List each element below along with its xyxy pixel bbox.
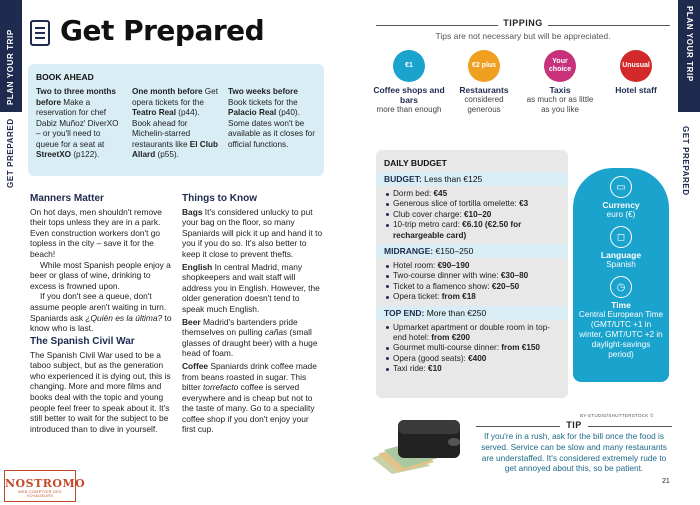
book-ahead-col-1: Two to three months before Make a reservation for chef Dabiz Muñoz' DiverXO – or you'll need to queue for a seat at StreetXO (p122). xyxy=(36,87,119,159)
list-item: Two-course dinner with wine: €30–80 xyxy=(386,271,560,281)
manners-p3: If you don't see a queue, don't assume people aren't waiting in turn. Spaniards ask ¿Quién es la última? to know who is last. xyxy=(30,291,172,334)
things-coffee: Coffee Spaniards drink coffee made from beans roasted in sugar. This bitter torrefacto coffee is served everywhere and is cheap but not to the taste of many. Go to a speciality coffee shop if you don't enjoy your first cup. xyxy=(182,360,317,435)
tip-desc: more than enough xyxy=(376,105,442,114)
language-block xyxy=(573,226,669,270)
currency-block xyxy=(573,176,669,220)
tip-coffee-shops xyxy=(373,50,445,115)
things-english: English In central Madrid, many shopkeepers and wait staff will address you in English. However, the older generation doesn't tend to speak much English. xyxy=(182,261,320,314)
language-value: Spanish xyxy=(606,260,636,269)
tip-heading: TIP xyxy=(566,420,582,430)
right-section-label: GET PREPARED xyxy=(681,126,690,196)
midrange-tier-list xyxy=(376,258,568,306)
tip-hotel-staff xyxy=(600,50,672,95)
tip-title: Restaurants xyxy=(459,85,509,95)
things-to-know-section xyxy=(182,194,324,435)
manners-p2: While most Spanish people enjoy a beer or glass of wine, drinking to excess is frowned upon. xyxy=(30,259,171,291)
top-end-tier-header: TOP END: More than €250 xyxy=(376,306,568,320)
things-beer: Beer Madrid's bartenders pride themselves on pulling cañas (small glasses of draught beer) with a huge head of foam. xyxy=(182,316,318,359)
things-bags: Bags It's considered unlucky to put your bag on the floor, so many Spaniards will pick it up and hand it to you if you do so. It's also better to keep it close to prevent thefts. xyxy=(182,206,323,259)
language-title: Language xyxy=(600,250,642,260)
civil-war-heading: The Spanish Civil War xyxy=(30,336,135,347)
photo-credit: BY-STUDIO/SHUTTERSTOCK © xyxy=(580,413,654,418)
speech-bubble-icon: ◻ xyxy=(610,226,632,248)
top-end-tier-list xyxy=(376,320,568,378)
tip-desc: considered generous xyxy=(464,95,504,114)
watermark-name: NOSTROMO xyxy=(5,477,86,490)
currency-value: euro (€) xyxy=(606,210,636,219)
tip-restaurants xyxy=(448,50,520,114)
right-side-tab-label: PLAN YOUR TRIP xyxy=(685,6,694,82)
tip-title: Coffee shops and bars xyxy=(373,85,445,105)
left-side-tab-label: PLAN YOUR TRIP xyxy=(6,29,15,105)
manners-heading: Manners Matter xyxy=(30,193,104,204)
tip-title: Taxis xyxy=(549,85,571,95)
book-ahead-col-2: One month before Get opera tickets for the Teatro Real (p44). Book ahead for Michelin-starred restaurants like El Club Allard (p55). xyxy=(132,87,218,159)
tipping-header xyxy=(376,18,670,32)
list-item: Opera ticket: from €18 xyxy=(386,292,560,302)
list-item: Ticket to a flamenco show: €20–50 xyxy=(386,282,560,292)
list-item: Club cover charge: €10–20 xyxy=(386,210,560,220)
book-ahead-box xyxy=(28,64,324,176)
key-facts-panel xyxy=(573,168,669,382)
time-block xyxy=(573,276,669,360)
list-item: Hotel room: €90–190 xyxy=(386,261,560,271)
time-value: Central European Time (GMT/UTC +1 in winter, GMT/UTC +2 in daylight-savings period) xyxy=(578,310,664,359)
manners-p1: On hot days, men shouldn't remove their tops unless they are in a park. Even construction workers don't go topless in the city – save it for the beach! xyxy=(30,206,162,259)
tipping-subtitle: Tips are not necessary but will be appreciated. xyxy=(435,31,611,41)
checklist-icon xyxy=(30,20,50,46)
left-section-label: GET PREPARED xyxy=(6,118,15,188)
page-number: 21 xyxy=(662,478,670,485)
list-item: Taxi ride: €10 xyxy=(386,364,560,374)
list-item: Opera (good seats): €400 xyxy=(386,354,560,364)
clock-icon: ◷ xyxy=(610,276,632,298)
civil-war-section xyxy=(30,337,172,434)
wallet-photo xyxy=(368,414,468,474)
midrange-tier-header: MIDRANGE: €150–250 xyxy=(376,244,568,258)
banknote-icon: ▭ xyxy=(610,176,632,198)
currency-title: Currency xyxy=(602,200,640,210)
right-side-tab xyxy=(678,0,700,112)
list-item: Upmarket apartment or double room in top-end hotel: from €200 xyxy=(386,323,560,344)
budget-tier-list xyxy=(376,186,568,244)
nostromo-watermark xyxy=(4,470,86,502)
manners-section xyxy=(30,194,172,334)
tip-text: If you're in a rush, ask for the bill once the food is served. Service can be slow and many restaurants are understaffed. It's considered extremely rude to get annoyed about this, so be patient. xyxy=(481,431,667,474)
tip-badge: €1 xyxy=(393,50,425,82)
page-title: Get Prepared xyxy=(60,14,265,47)
list-item: Dorm bed: €45 xyxy=(386,189,560,199)
tip-badge: €2 plus xyxy=(468,50,500,82)
tip-badge: Unusual xyxy=(620,50,652,82)
left-side-tab xyxy=(0,0,22,112)
book-ahead-heading: BOOK AHEAD xyxy=(36,72,94,82)
tip-desc: as much or as little as you like xyxy=(526,95,594,114)
daily-budget-box xyxy=(376,150,568,398)
list-item: Gourmet multi-course dinner: from €150 xyxy=(386,343,560,353)
tip-taxis xyxy=(524,50,596,114)
tipping-heading: TIPPING xyxy=(503,18,543,28)
budget-tier-header: BUDGET: Less than €125 xyxy=(376,172,568,186)
civil-war-p1: The Spanish Civil War used to be a taboo subject, but as the generation who experienced it is dying out, this is changing. More and more films and books deal with the topic and young people feel freer to speak about it. It's still better to wait for the subject to be introduced than to dive in yourself. xyxy=(30,349,171,434)
tip-title: Hotel staff xyxy=(615,85,657,95)
budget-heading: DAILY BUDGET xyxy=(384,158,447,168)
things-heading: Things to Know xyxy=(182,193,257,204)
watermark-tagline: WEB COMPTOIR DES VOYAGEURS xyxy=(18,490,62,498)
book-ahead-col-3: Two weeks before Book tickets for the Palacio Real (p40). Some dates won't be available as it closes for official functions. xyxy=(228,87,315,149)
list-item: 10-trip metro card: €6.10 (€2.50 for rechargeable card) xyxy=(386,220,560,241)
list-item: Generous slice of tortilla omelette: €3 xyxy=(386,199,560,209)
tip-badge: Your choice xyxy=(544,50,576,82)
time-title: Time xyxy=(611,300,631,310)
